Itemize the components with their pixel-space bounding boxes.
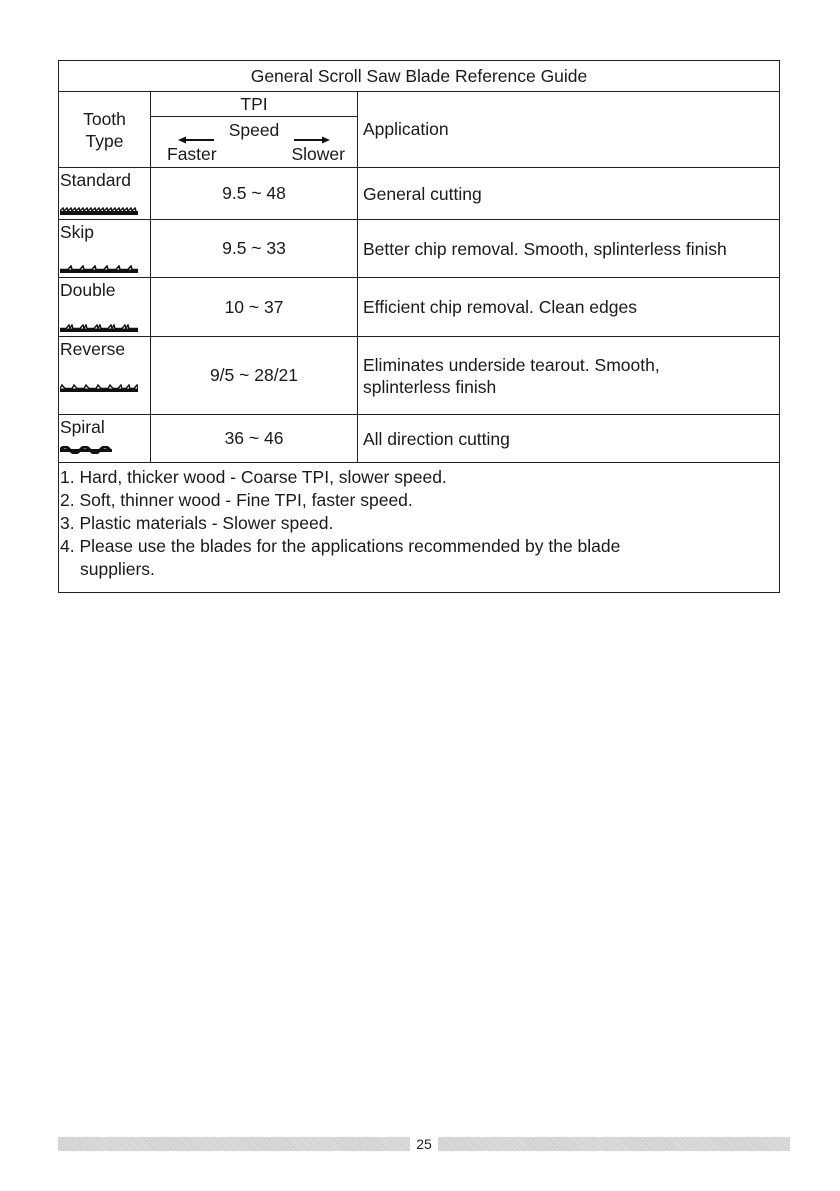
notes-row	[59, 463, 780, 593]
tpi-header	[151, 92, 358, 168]
application-text: Better chip removal. Smooth, splinterless finish	[358, 220, 780, 278]
tooth-type-header-line2: Type	[85, 130, 124, 151]
faster-label: Faster	[167, 144, 217, 164]
spiral-blade-icon	[60, 446, 112, 454]
note-item-continuation: suppliers.	[80, 559, 155, 579]
skip-blade-icon	[60, 265, 138, 273]
speed-header	[151, 117, 357, 143]
tpi-value: 36 ~ 46	[151, 415, 358, 463]
application-text-line2: splinterless finish	[363, 376, 497, 397]
standard-blade-icon	[60, 207, 138, 215]
tooth-type-header	[59, 92, 151, 168]
tooth-type-name: Double	[60, 280, 116, 300]
tooth-type-name: Reverse	[60, 339, 126, 359]
tpi-value: 9.5 ~ 48	[151, 168, 358, 220]
tooth-type-cell	[59, 278, 151, 337]
table-row	[59, 278, 780, 337]
arrow-left-icon	[178, 126, 214, 136]
tpi-value: 10 ~ 37	[151, 278, 358, 337]
table-row	[59, 337, 780, 415]
table-title: General Scroll Saw Blade Reference Guide	[59, 61, 780, 92]
note-item: 2. Soft, thinner wood - Fine TPI, faster speed.	[60, 490, 413, 510]
speed-label: Speed	[228, 120, 280, 140]
application-text: General cutting	[358, 168, 780, 220]
tooth-type-name: Spiral	[60, 417, 105, 437]
table-row	[59, 168, 780, 220]
application-text: Efficient chip removal. Clean edges	[358, 278, 780, 337]
application-text	[358, 337, 780, 415]
note-item: 4. Please use the blades for the applications recommended by the blade	[60, 536, 621, 556]
tpi-header-label: TPI	[151, 92, 357, 117]
speed-range-labels	[151, 143, 357, 167]
tooth-type-cell	[59, 337, 151, 415]
application-text: All direction cutting	[358, 415, 780, 463]
tooth-type-cell	[59, 168, 151, 220]
note-item: 1. Hard, thicker wood - Coarse TPI, slower speed.	[60, 467, 447, 487]
page-footer	[58, 1135, 790, 1153]
tpi-value: 9.5 ~ 33	[151, 220, 358, 278]
footer-bar-right	[438, 1137, 790, 1151]
tooth-type-cell	[59, 220, 151, 278]
note-item: 3. Plastic materials - Slower speed.	[60, 513, 334, 533]
application-header: Application	[358, 92, 780, 168]
blade-reference-table	[58, 60, 780, 593]
tpi-value: 9/5 ~ 28/21	[151, 337, 358, 415]
application-text-line1: Eliminates underside tearout. Smooth,	[363, 354, 660, 375]
tooth-type-header-line1: Tooth	[83, 108, 126, 129]
double-blade-icon	[60, 324, 138, 332]
table-row	[59, 415, 780, 463]
footer-bar-left	[58, 1137, 410, 1151]
slower-label: Slower	[291, 144, 345, 164]
page-number: 25	[416, 1136, 432, 1152]
tooth-type-cell	[59, 415, 151, 463]
tooth-type-name: Standard	[60, 170, 132, 190]
notes-cell	[59, 463, 780, 593]
tooth-type-name: Skip	[60, 222, 95, 242]
table-row	[59, 220, 780, 278]
reverse-blade-icon	[60, 384, 138, 392]
arrow-right-icon	[294, 126, 330, 136]
